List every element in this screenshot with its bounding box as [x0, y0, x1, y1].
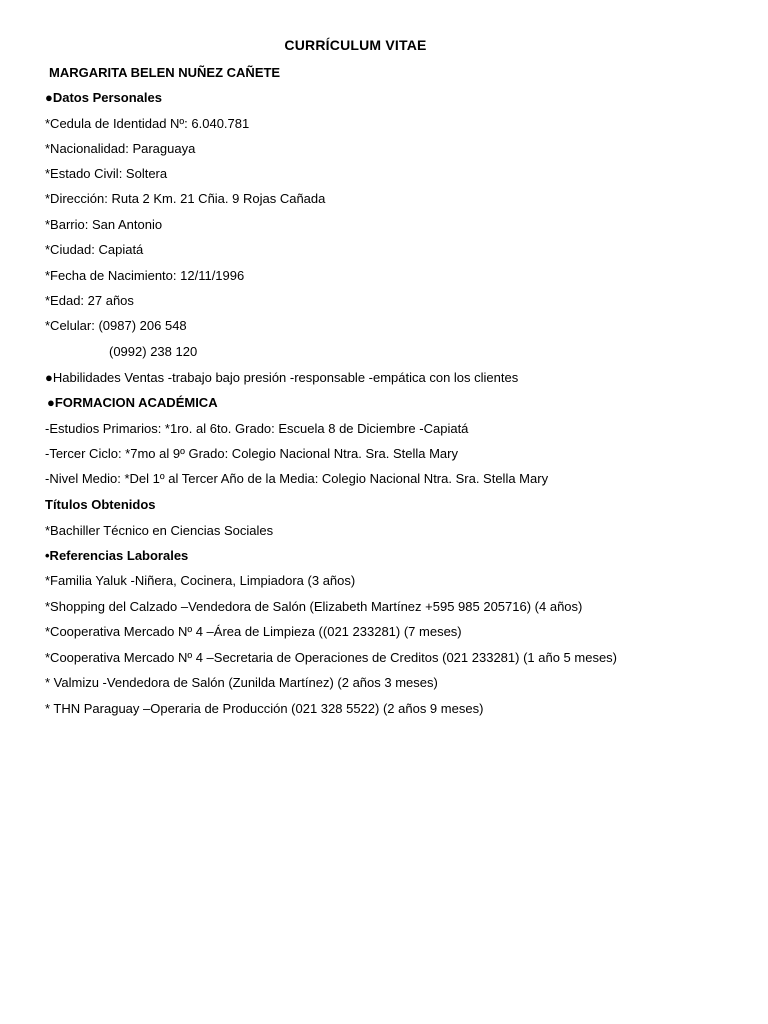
- education-primary: -Estudios Primarios: *1ro. al 6to. Grado: Escuela 8 de Diciembre -Capiatá: [45, 421, 469, 436]
- reference-item: *Familia Yaluk -Niñera, Cocinera, Limpiadora (3 años): [45, 573, 356, 588]
- education-third-cycle: -Tercer Ciclo: *7mo al 9º Grado: Colegio Nacional Ntra. Sra. Stella Mary: [45, 446, 458, 461]
- skills-line: ●Habilidades Ventas -trabajo bajo presión -responsable -empática con los clientes: [45, 370, 519, 385]
- neighborhood: *Barrio: San Antonio: [45, 217, 163, 232]
- personal-data-heading: ●Datos Personales: [45, 90, 162, 105]
- address: *Dirección: Ruta 2 Km. 21 Cñia. 9 Rojas Cañada: [45, 191, 326, 206]
- title-item: *Bachiller Técnico en Ciencias Sociales: [45, 523, 274, 538]
- nationality: *Nacionalidad: Paraguaya: [45, 141, 196, 156]
- education-secondary: -Nivel Medio: *Del 1º al Tercer Año de la Media: Colegio Nacional Ntra. Sra. Stella Mary: [45, 471, 549, 486]
- reference-item: * Valmizu -Vendedora de Salón (Zunilda Martínez) (2 años 3 meses): [45, 675, 438, 690]
- full-name: MARGARITA BELEN NUÑEZ CAÑETE: [49, 65, 281, 80]
- reference-item: *Shopping del Calzado –Vendedora de Salón (Elizabeth Martínez +595 985 205716) (4 años): [45, 599, 583, 614]
- references-heading: •Referencias Laborales: [45, 548, 189, 563]
- id-number: *Cedula de Identidad Nº: 6.040.781: [45, 116, 250, 131]
- age: *Edad: 27 años: [45, 293, 134, 308]
- titles-heading: Títulos Obtenidos: [45, 497, 156, 512]
- civil-status: *Estado Civil: Soltera: [45, 166, 168, 181]
- birth-date: *Fecha de Nacimiento: 12/11/1996: [45, 268, 245, 283]
- education-heading: ●FORMACION ACADÉMICA: [47, 395, 218, 410]
- reference-item: * THN Paraguay –Operaria de Producción (021 328 5522) (2 años 9 meses): [45, 701, 484, 716]
- cell-phone: *Celular: (0987) 206 548: [45, 318, 187, 333]
- reference-item: *Cooperativa Mercado Nº 4 –Área de Limpieza ((021 233281) (7 meses): [45, 624, 462, 639]
- cell-phone-secondary: (0992) 238 120: [109, 344, 198, 359]
- document-title: CURRÍCULUM VITAE: [284, 37, 427, 53]
- city: *Ciudad: Capiatá: [45, 242, 144, 257]
- reference-item: *Cooperativa Mercado Nº 4 –Secretaria de Operaciones de Creditos (021 233281) (1 año 5 meses): [45, 650, 618, 665]
